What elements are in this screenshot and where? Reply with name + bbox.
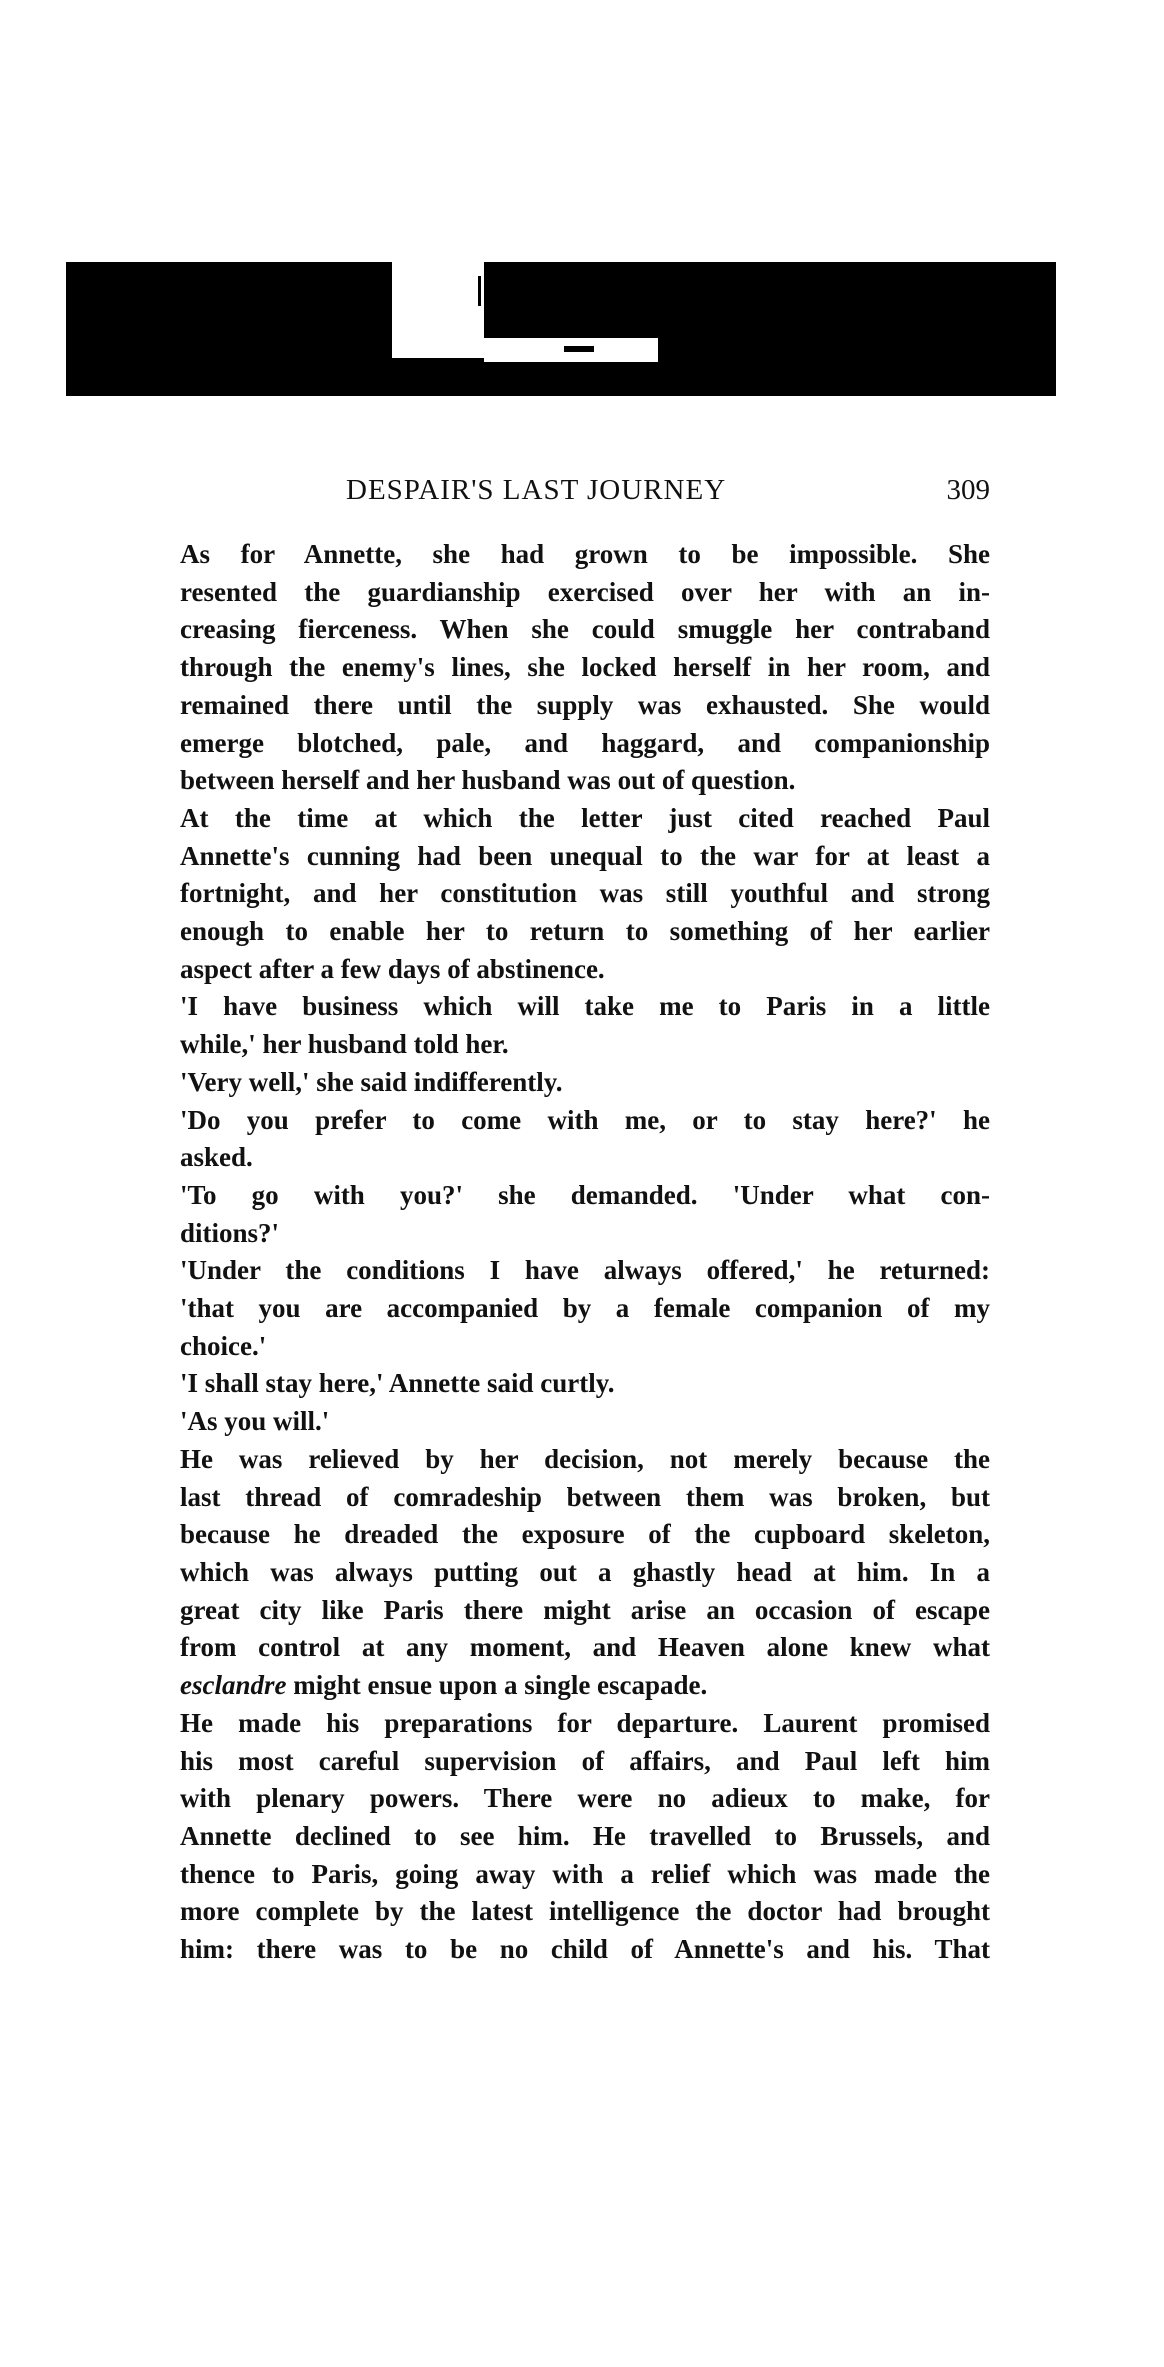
text-line: 'To go with you?' she demanded. 'Under what con- (180, 1179, 990, 1210)
paragraph (146, 1705, 990, 1969)
page-header (146, 474, 990, 514)
text-line: enough to enable her to return to something of her earlier (180, 916, 990, 947)
text-line: creasing fierceness. When she could smuggle her contraband (180, 614, 990, 645)
text-line: while,' her husband told her. (180, 1029, 509, 1060)
text-line: great city like Paris there might arise an occasion of escape (180, 1594, 990, 1625)
band-slip (484, 338, 658, 362)
text-line: emerge blotched, pale, and haggard, and companionship (180, 727, 990, 758)
text-line: last thread of comradeship between them was broken, but (180, 1481, 990, 1512)
text-line: choice.' (180, 1330, 267, 1361)
band-notch (392, 262, 484, 358)
text-line: through the enemy's lines, she locked herself in her room, and (180, 652, 990, 683)
text-line: 'As you will.' (180, 1406, 330, 1437)
paragraph (146, 1102, 990, 1177)
text-line: He made his preparations for departure. Laurent promised (180, 1707, 990, 1738)
text-line: which was always putting out a ghastly head at him. In a (180, 1556, 990, 1587)
text-line: aspect after a few days of abstinence. (180, 953, 605, 984)
running-head: DESPAIR'S LAST JOURNEY (346, 474, 727, 506)
text-line: Annette declined to see him. He travelled to Brussels, and (180, 1820, 990, 1851)
text-line: with plenary powers. There were no adieux to make, for (180, 1783, 990, 1814)
text-line: him: there was to be no child of Annette's and his. That (180, 1934, 990, 1965)
band-mark (478, 276, 481, 306)
text-line: Annette's cunning had been unequal to the war for at least a (180, 840, 990, 871)
paragraph (146, 1441, 990, 1705)
paragraph (146, 1252, 990, 1365)
text-line: As for Annette, she had grown to be impossible. She (180, 539, 990, 569)
text-line: asked. (180, 1142, 253, 1173)
text-line: 'I shall stay here,' Annette said curtly. (180, 1368, 615, 1399)
text-line: esclandre might ensue upon a single escapade. (180, 1670, 708, 1701)
text-line: 'Do you prefer to come with me, or to stay here?' he (180, 1104, 990, 1135)
body-text (146, 536, 990, 1969)
text-line: his most careful supervision of affairs, and Paul left him (180, 1745, 990, 1776)
text-line: resented the guardianship exercised over her with an in- (180, 576, 990, 607)
redaction-band (66, 262, 1056, 396)
text-line: fortnight, and her constitution was still youthful and strong (180, 878, 990, 909)
paragraph (146, 800, 990, 989)
text-line: At the time at which the letter just cited reached Paul (180, 802, 990, 833)
text-line: remained there until the supply was exhausted. She would (180, 689, 990, 720)
text-line: because he dreaded the exposure of the cupboard skeleton, (180, 1519, 990, 1550)
paragraph (146, 1365, 990, 1403)
text-line: 'Very well,' she said indifferently. (180, 1066, 563, 1097)
italic-word: esclandre (180, 1670, 287, 1701)
band-mark (564, 346, 594, 352)
text-line: between herself and her husband was out of question. (180, 765, 796, 796)
paragraph (146, 1177, 990, 1252)
text-line: more complete by the latest intelligence the doctor had brought (180, 1896, 990, 1927)
paragraph (146, 536, 990, 800)
text-line: thence to Paris, going away with a relief which was made the (180, 1858, 990, 1889)
band-mark (491, 292, 494, 295)
page-number: 309 (946, 474, 990, 506)
paragraph (146, 1064, 990, 1102)
text-line: from control at any moment, and Heaven alone knew what (180, 1632, 990, 1663)
text-line: 'Under the conditions I have always offered,' he returned: (180, 1255, 990, 1286)
paragraph (146, 988, 990, 1063)
text-line: ditions?' (180, 1217, 280, 1248)
text-line: 'that you are accompanied by a female companion of my (180, 1293, 990, 1324)
paragraph (146, 1403, 990, 1441)
text-line: He was relieved by her decision, not merely because the (180, 1443, 990, 1474)
text-line: 'I have business which will take me to Paris in a little (180, 991, 990, 1022)
